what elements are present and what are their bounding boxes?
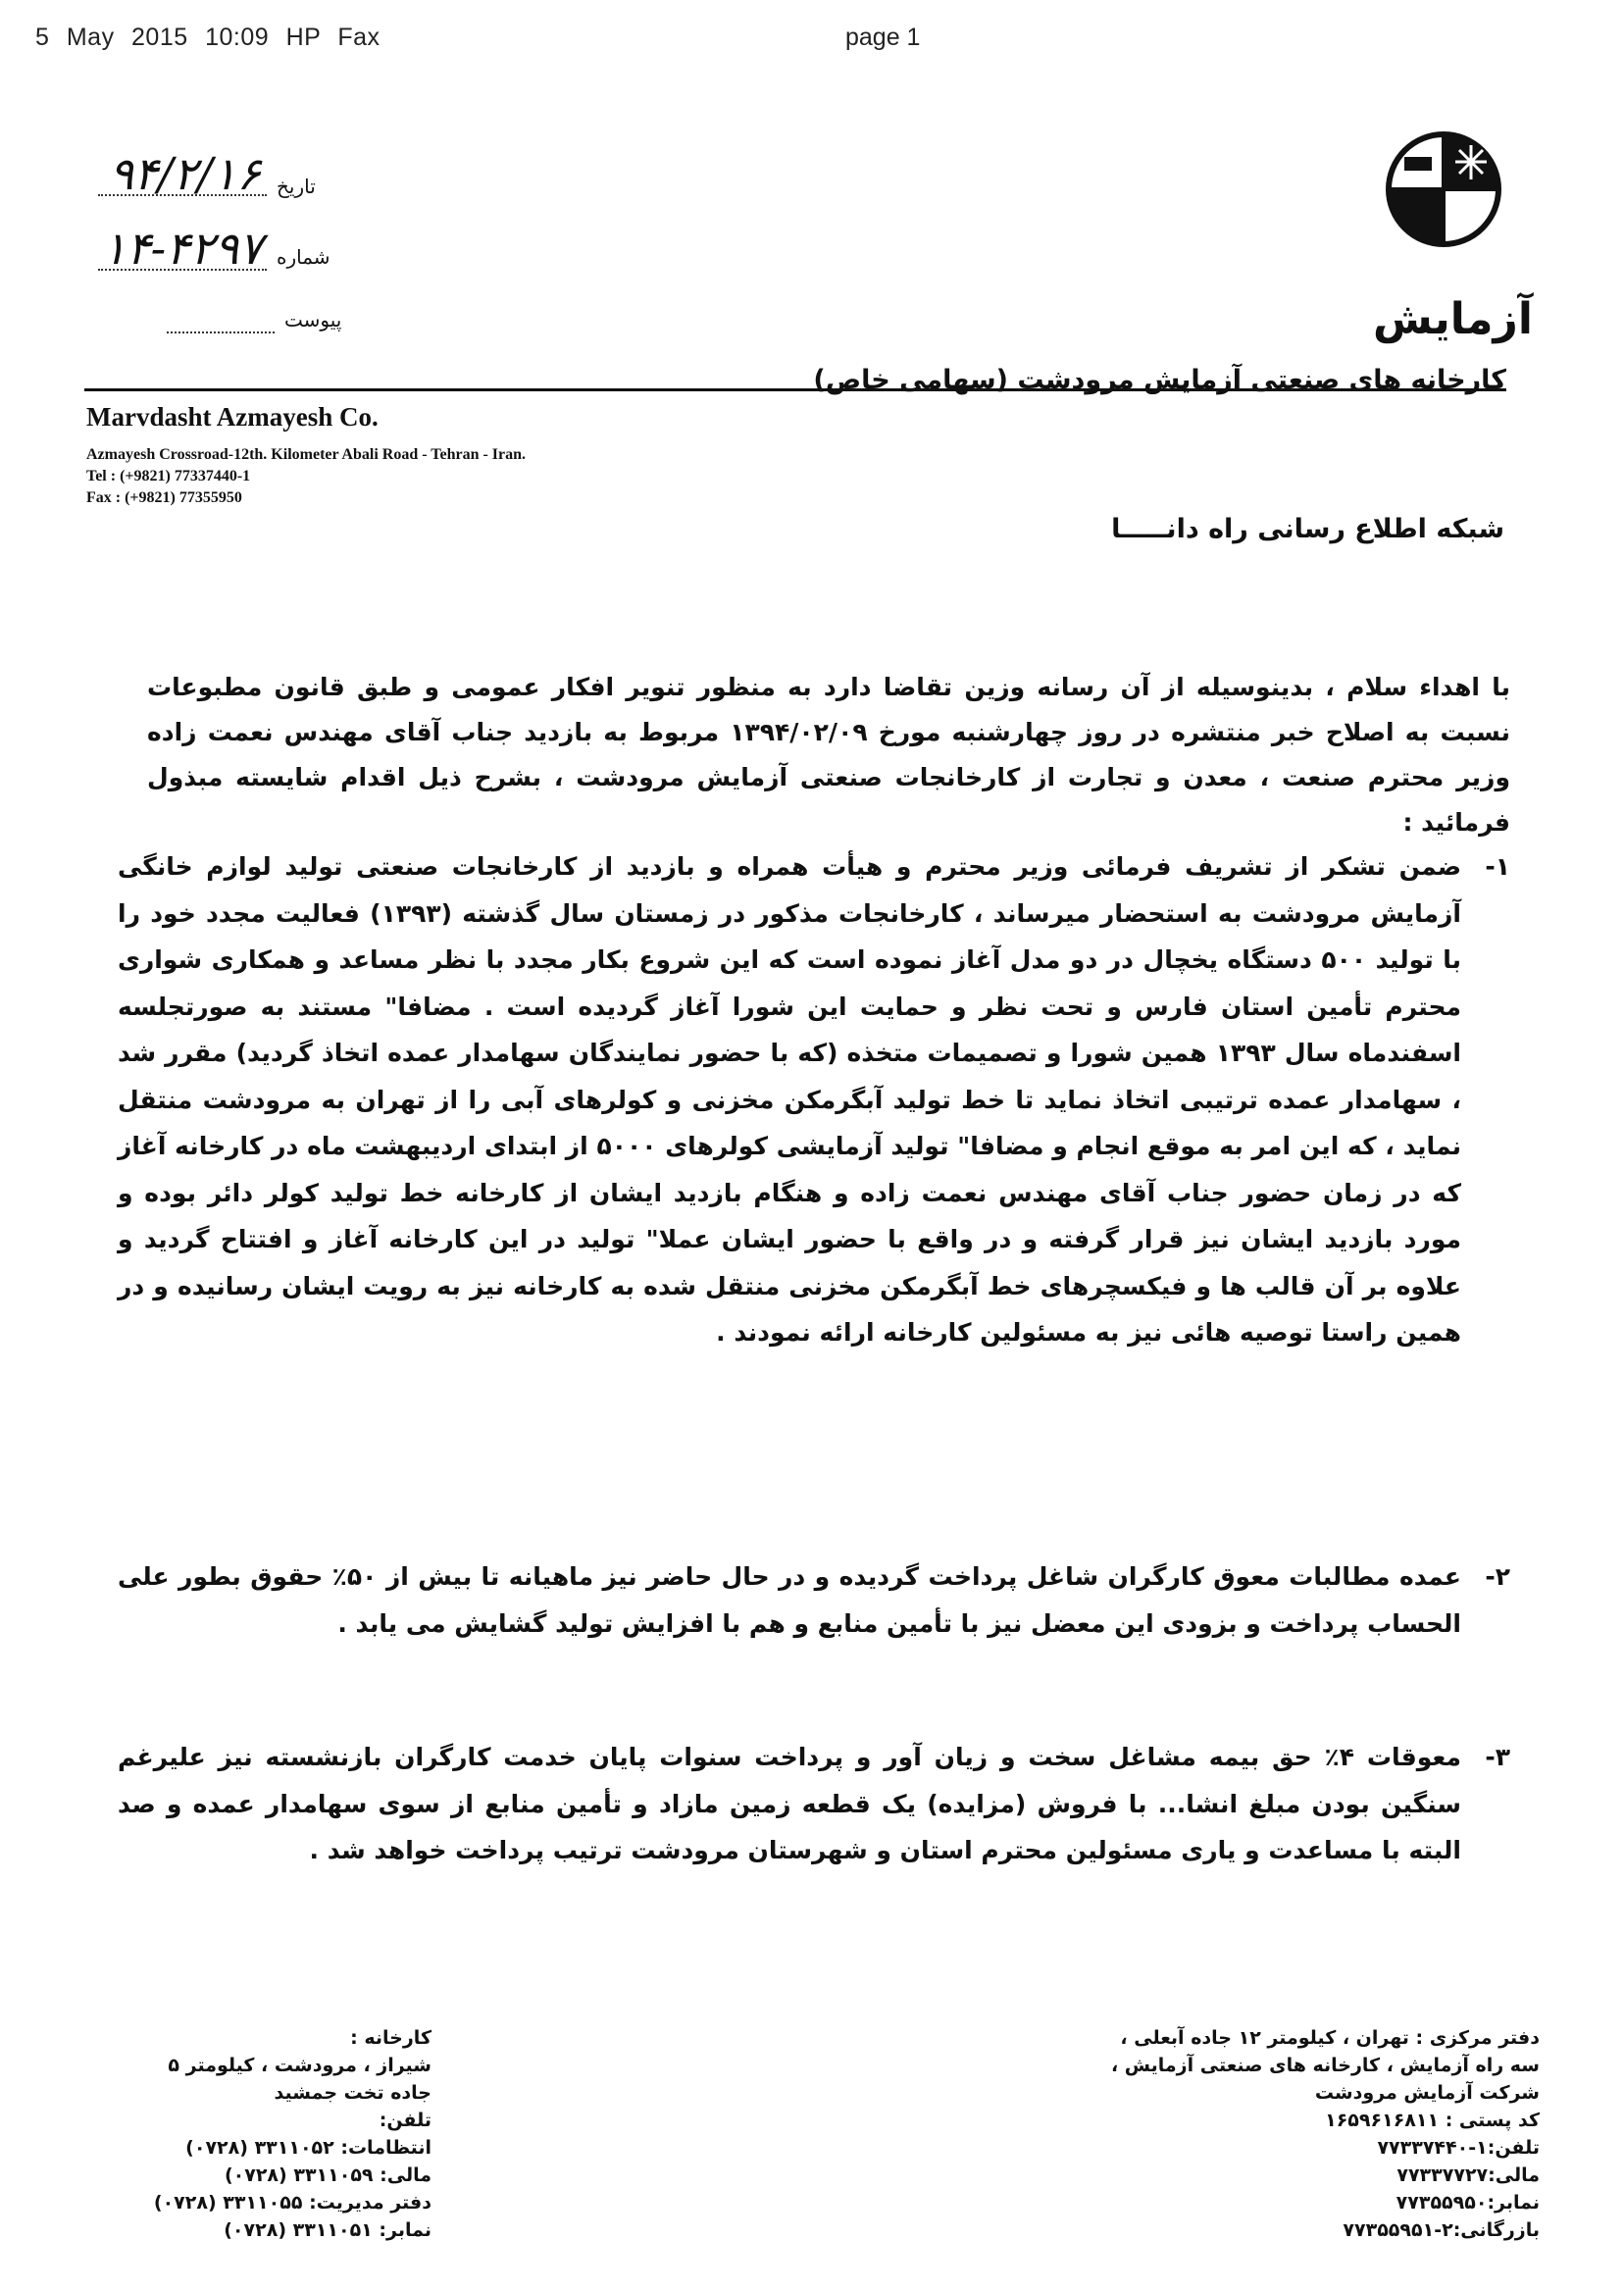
list-item-3 <box>118 1734 1510 1874</box>
footer-line: تلفن: <box>379 2110 431 2131</box>
company-logo <box>1385 126 1502 302</box>
company-name-fa: کارخانه های صنعتی آزمایش مرودشت (سهامی خاص) <box>813 365 1506 395</box>
footer-line: شیراز ، مرودشت ، کیلومتر ۵ <box>168 2055 431 2076</box>
footer-head-office <box>1111 2024 1540 2244</box>
company-fax-en: Fax : (+9821) 77355950 <box>86 489 242 506</box>
footer-line: جاده تخت جمشید <box>274 2082 431 2104</box>
footer-line: کارخانه : <box>350 2027 431 2049</box>
date-dots <box>98 192 267 196</box>
footer-line: کد پستی : ۱۶۵۹۶۱۶۸۱۱ <box>1325 2110 1540 2131</box>
company-address-en: Azmayesh Crossroad-12th. Kilometer Abali Road - Tehran - Iran. <box>86 446 527 463</box>
footer-line: مالی: ۳۳۱۱۰۵۹ (۰۷۲۸) <box>224 2164 431 2186</box>
attachment-label: پیوست <box>284 308 342 331</box>
number-dots <box>98 267 267 271</box>
logo-wordmark: آزمایش <box>1373 294 1533 344</box>
item-text: عمده مطالبات معوق کارگران شاغل پرداخت گردیده و در حال حاضر نیز ماهیانه تا بیش از ۵۰٪ حقوق بطور علی الحساب پرداخت و بزودی این معضل نیز با تأمین منابع و هم با افزایش تولید گشایش می یابد . <box>118 1562 1461 1638</box>
footer-line: نمابر: ۳۳۱۱۰۵۱ (۰۷۲۸) <box>224 2219 431 2241</box>
item-number: ۳- <box>1485 1743 1510 1771</box>
intro-paragraph: با اهداء سلام ، بدینوسیله از آن رسانه وزین تقاضا دارد به منظور تنویر افکار عمومی و طبق قانون مطبوعات نسبت به اصلاح خبر منتشره در روز چهارشنبه مورخ ۱۳۹۴/۰۲/۰۹ مربوط به بازدید جناب آقای مهندس نعمت زاده وزیر محترم صنعت ، معدن و تجارت از کارخانجات صنعتی آزمایش مرودشت ، بشرح ذیل اقدام شایسته مبذول فرمائید : <box>147 673 1510 837</box>
footer-line: بازرگانی:۲-۷۷۳۵۵۹۵۱ <box>1343 2219 1540 2241</box>
footer-line: مالی:۷۷۳۳۷۷۲۷ <box>1396 2164 1540 2186</box>
svg-text:M: M <box>1416 200 1434 221</box>
date-label: تاریخ <box>277 175 316 198</box>
item-text: معوقات ۴٪ حق بیمه مشاغل سخت و زیان آور و پرداخت سنوات پایان خدمت کارگران بازنشسته نیز علیرغم سنگین بودن مبلغ انشا... با فروش (مزایده) یک قطعه زمین مازاد و تأمین منابع از سوی سهامدار عمده و صد البته با مساعدت و یاری مسئولین محترم استان و شهرستان مرودشت ترتیب پرداخت خواهد شد . <box>118 1743 1461 1864</box>
company-tel-en: Tel : (+9821) 77337440-1 <box>86 468 251 484</box>
recipient-heading: شبکه اطلاع رسانی راه دانـــــا <box>1111 514 1504 544</box>
footer-line: دفتر مرکزی : تهران ، کیلومتر ۱۲ جاده آبعلی ، <box>1120 2027 1540 2049</box>
item-text: ضمن تشکر از تشریف فرمائی وزیر محترم و هیأت همراه و بازدید از کارخانجات صنعتی تولید لوازم خانگی آزمایش مرودشت به استحضار میرساند ، کارخانجات مذکور در زمستان سال گذشته (۱۳۹۳) فعالیت مجدد خود را با تولید ۵۰۰ دستگاه یخچال در دو مدل آغاز نموده است که این شروع بکار مجدد با نظر مساعد و همکاری شواری محترم تأمین استان فارس و تحت نظر و حمایت این شورا آغاز گردیده است . مضافا" مستند به صورتجلسه اسفندماه سال ۱۳۹۳ همین شورا و تصمیمات متخذه (که با حضور نمایندگان سهامدار عمده اتخاذ گردید) مقرر شد ، سهامدار عمده ترتیبی اتخاذ نماید تا خط تولید آبگرمکن مخزنی و کولرهای آبی را از تهران به مرودشت منتقل نماید ، که این امر به موقع انجام و مضافا" تولید آزمایشی کولرهای ۵۰۰۰ از ابتدای اردیبهشت ماه در کارخانه آغاز که در زمان حضور جناب آقای مهندس نعمت زاده و هنگام بازدید ایشان از کارخانه خط تولید کولر دائر بوده و مورد بازدید ایشان نیز قرار گرفته و در واقع با حضور ایشان عملا" تولید در این کارخانه آغاز و افتتاح گردید و علاوه بر آن قالب ها و فیکسچرهای خط آبگرمکن مخزنی منتقل شده به کارخانه نیز به رویت ایشان رسانیده و در همین راستا توصیه هائی نیز به مسئولین کارخانه ارائه نمودند . <box>118 852 1461 1347</box>
list-item-2 <box>118 1553 1510 1647</box>
footer-line: سه راه آزمایش ، کارخانه های صنعتی آزمایش ، <box>1110 2055 1540 2076</box>
item-number: ۲- <box>1485 1562 1510 1591</box>
footer-line: انتظامات: ۳۳۱۱۰۵۲ (۰۷۲۸) <box>185 2137 431 2159</box>
fax-header-text: 5 May 2015 10:09 HP Fax <box>35 24 381 51</box>
date-value: ۹۴/۲/۱۶ <box>109 147 261 200</box>
footer-line: تلفن:۱-۷۷۳۳۷۴۴۰ <box>1377 2137 1540 2159</box>
fax-page-number: page 1 <box>845 24 921 51</box>
item-number: ۱- <box>1485 852 1510 881</box>
footer-line: دفتر مدیریت: ۳۳۱۱۰۵۵ (۰۷۲۸) <box>153 2192 431 2214</box>
number-label: شماره <box>277 245 330 269</box>
list-item-1 <box>118 843 1510 1356</box>
company-name-en: Marvdasht Azmayesh Co. <box>86 402 379 432</box>
footer-line: شرکت آزمایش مرودشت <box>1314 2082 1540 2104</box>
number-value: ۱۴-۴۲۹۷ <box>102 222 263 275</box>
footer-factory <box>137 2024 431 2244</box>
attachment-dots <box>167 330 275 333</box>
footer-line: نمابر:۷۷۳۵۵۹۵۰ <box>1396 2192 1540 2214</box>
